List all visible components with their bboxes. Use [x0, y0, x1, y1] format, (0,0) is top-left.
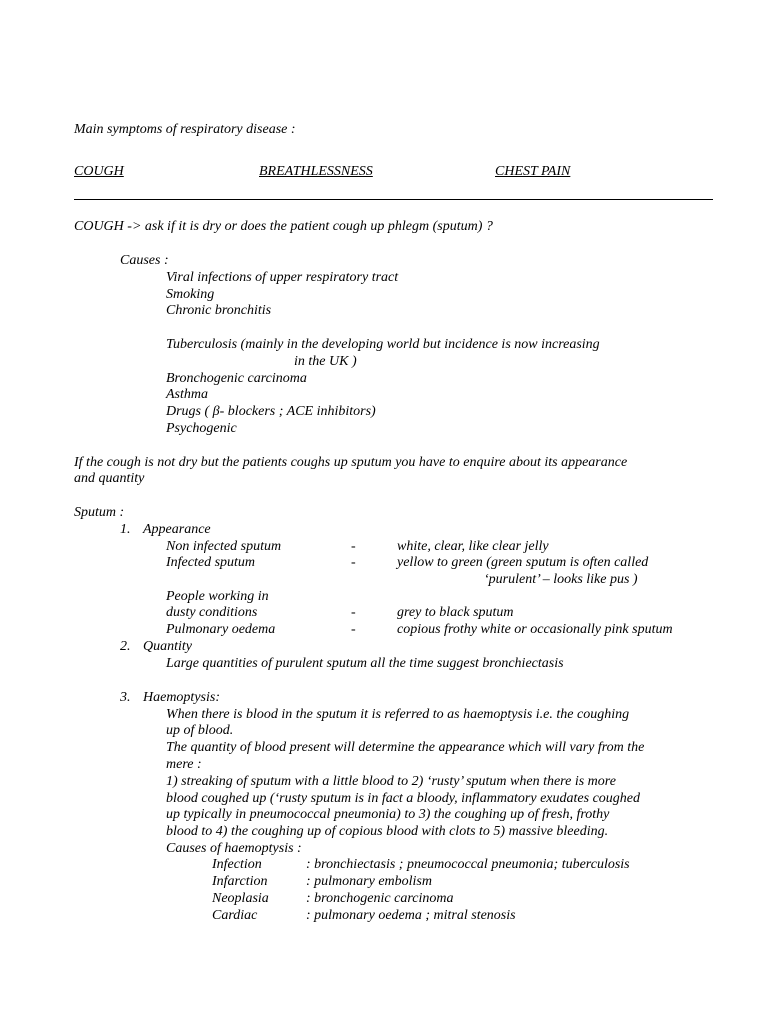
haemoptysis-cause-term: Infarction — [212, 874, 268, 889]
haemoptysis-line: up typically in pneumococcal pneumonia) to 3) the coughing up of fresh, frothy — [166, 807, 610, 822]
haemoptysis-line: mere : — [166, 757, 202, 772]
haemoptysis-cause-description: : pulmonary embolism — [306, 874, 432, 889]
haemoptysis-cause-description: : bronchiectasis ; pneumococcal pneumonia; tuberculosis — [306, 857, 630, 872]
haemoptysis-line: blood coughed up (‘rusty sputum is in fact a bloody, inflammatory exudates coughed — [166, 791, 640, 806]
sputum-type: dusty conditions — [166, 605, 258, 620]
symptom-cough: COUGH — [74, 164, 124, 179]
sputum-dash: - — [351, 555, 356, 570]
cause-item: Chronic bronchitis — [166, 303, 272, 318]
cause-item: Viral infections of upper respiratory tract — [166, 270, 399, 285]
cause-item: Tuberculosis (mainly in the developing world but incidence is now increasing — [166, 337, 600, 352]
causes-label: Causes : — [120, 253, 169, 268]
page-heading: Main symptoms of respiratory disease : — [74, 122, 296, 137]
quantity-number: 2. — [120, 639, 131, 654]
haemoptysis-cause-term: Infection — [212, 857, 262, 872]
haemoptysis-line: 1) streaking of sputum with a little blood to 2) ‘rusty’ sputum when there is more — [166, 774, 616, 789]
symptom-breathlessness: BREATHLESSNESS — [259, 164, 373, 179]
cause-item-continued: in the UK ) — [294, 354, 357, 369]
haemoptysis-line: blood to 4) the coughing up of copious blood with clots to 5) massive bleeding. — [166, 824, 609, 839]
haemoptysis-cause-description: : pulmonary oedema ; mitral stenosis — [306, 908, 516, 923]
quantity-title: Quantity — [143, 639, 192, 654]
sputum-description: grey to black sputum — [397, 605, 514, 620]
haemoptysis-line: When there is blood in the sputum it is referred to as haemoptysis i.e. the coughing — [166, 707, 630, 722]
sputum-type: Infected sputum — [166, 555, 256, 570]
haemoptysis-line: The quantity of blood present will determine the appearance which will vary from the — [166, 740, 645, 755]
haemoptysis-line: up of blood. — [166, 723, 234, 738]
haemoptysis-title: Haemoptysis: — [143, 690, 220, 705]
haemoptysis-cause-term: Neoplasia — [212, 891, 269, 906]
haemoptysis-causes-label: Causes of haemoptysis : — [166, 841, 302, 856]
sputum-type: Pulmonary oedema — [166, 622, 276, 637]
cause-item: Smoking — [166, 287, 215, 302]
sputum-label: Sputum : — [74, 505, 125, 520]
sputum-dash: - — [351, 539, 356, 554]
appearance-number: 1. — [120, 522, 131, 537]
sputum-description: white, clear, like clear jelly — [397, 539, 549, 554]
symptom-chest-pain: CHEST PAIN — [495, 164, 571, 179]
haemoptysis-cause-description: : bronchogenic carcinoma — [306, 891, 454, 906]
sputum-note-line: and quantity — [74, 471, 145, 486]
cough-intro: COUGH -> ask if it is dry or does the patient cough up phlegm (sputum) ? — [74, 219, 493, 234]
sputum-type: Non infected sputum — [166, 539, 282, 554]
sputum-dash: - — [351, 605, 356, 620]
sputum-type: People working in — [166, 589, 269, 604]
sputum-description: copious frothy white or occasionally pink sputum — [397, 622, 673, 637]
cause-item: Bronchogenic carcinoma — [166, 371, 307, 386]
sputum-description: yellow to green (green sputum is often called — [397, 555, 649, 570]
cause-item: Drugs ( β- blockers ; ACE inhibitors) — [166, 404, 376, 419]
haemoptysis-number: 3. — [120, 690, 131, 705]
sputum-dash: - — [351, 622, 356, 637]
haemoptysis-cause-term: Cardiac — [212, 908, 258, 923]
sputum-description-continued: ‘purulent’ – looks like pus ) — [484, 572, 638, 587]
sputum-note-line: If the cough is not dry but the patients coughs up sputum you have to enquire about its appearance — [74, 455, 628, 470]
cause-item: Psychogenic — [166, 421, 237, 436]
cause-item: Asthma — [166, 387, 208, 402]
divider — [74, 199, 713, 200]
appearance-title: Appearance — [143, 522, 211, 537]
quantity-text: Large quantities of purulent sputum all the time suggest bronchiectasis — [166, 656, 564, 671]
